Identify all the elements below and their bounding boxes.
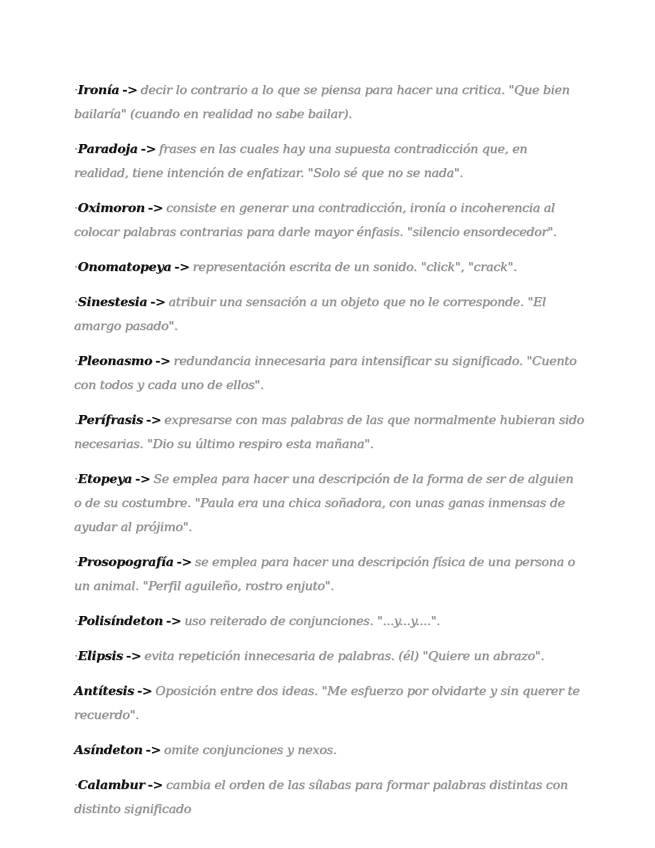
definition: consiste en generar una contradicción, ironía o incoherencia al colocar palabras contrarias para darle mayor énfasis. "silencio ensordecedor". xyxy=(74,200,557,239)
bullet: · xyxy=(74,613,78,628)
definition: uso reiterado de conjunciones. "...y...y....". xyxy=(184,613,441,628)
arrow: -> xyxy=(176,554,192,569)
term: Etopeya xyxy=(77,471,133,486)
arrow: -> xyxy=(135,471,151,486)
definition: cambia el orden de las sílabas para formar palabras distintas con distinto significado xyxy=(74,777,568,816)
arrow: -> xyxy=(166,613,182,628)
definition: se emplea para hacer una descripción física de una persona o un animal. "Perfil aguileño, rostro enjuto". xyxy=(74,554,575,593)
term: Antítesis xyxy=(74,683,135,698)
bullet: · xyxy=(74,777,78,792)
list-item xyxy=(74,78,584,126)
arrow: -> xyxy=(145,742,161,757)
bullet: · xyxy=(74,141,78,156)
bullet: · xyxy=(74,648,78,663)
bullet: · xyxy=(74,294,78,309)
list-item xyxy=(74,196,584,244)
definition: expresarse con mas palabras de las que normalmente hubieran sido necesarias. "Dio su último respiro esta mañana". xyxy=(74,412,584,451)
list-item xyxy=(74,644,584,668)
arrow: -> xyxy=(137,683,153,698)
arrow: -> xyxy=(147,777,163,792)
term: Perífrasis xyxy=(77,412,144,427)
term: Pleonasmo xyxy=(77,353,153,368)
list-item xyxy=(74,290,584,338)
arrow: -> xyxy=(150,294,166,309)
arrow: -> xyxy=(122,82,138,97)
list-item xyxy=(74,679,584,727)
arrow: -> xyxy=(140,141,156,156)
definition: redundancia innecesaria para intensificar su significado. "Cuento con todos y cada uno de ellos". xyxy=(74,353,577,392)
bullet: · xyxy=(74,82,78,97)
bullet: · xyxy=(74,471,78,486)
arrow: -> xyxy=(155,353,171,368)
list-item xyxy=(74,609,584,633)
list-item xyxy=(74,550,584,598)
definition: Oposición entre dos ideas. "Me esfuerzo por olvidarte y sin querer te recuerdo". xyxy=(74,683,580,722)
definition: decir lo contrario a lo que se piensa para hacer una critica. "Que bien bailaría" (cuando en realidad no sabe bailar). xyxy=(74,82,570,121)
bullet: · xyxy=(74,554,78,569)
term: Calambur xyxy=(77,777,145,792)
arrow: -> xyxy=(146,412,162,427)
definition: representación escrita de un sonido. "click", "crack". xyxy=(192,259,517,274)
term: Onomatopeya xyxy=(77,259,172,274)
definition: atribuir una sensación a un objeto que no le corresponde. "El amargo pasado". xyxy=(74,294,546,333)
list-item xyxy=(74,467,584,539)
term: Sinestesia xyxy=(77,294,148,309)
arrow: -> xyxy=(125,648,142,663)
list-item xyxy=(74,408,584,456)
bullet: . xyxy=(74,412,78,427)
term: Polisíndeton xyxy=(77,613,164,628)
definition: Se emplea para hacer una descripción de la forma de ser de alguien o de su costumbre. "Paula era una chica soñadora, con unas ganas inmensas de ayudar al prójimo". xyxy=(74,471,574,534)
list-item xyxy=(74,255,584,279)
list-item xyxy=(74,738,584,762)
bullet: · xyxy=(74,353,78,368)
definition: evita repetición innecesaria de palabras. (él) "Quiere un abrazo". xyxy=(144,648,545,663)
arrow: -> xyxy=(174,259,190,274)
figures-list xyxy=(74,78,584,832)
term: Asíndeton xyxy=(74,742,143,757)
term: Elipsis xyxy=(77,648,123,663)
term: Oximoron xyxy=(77,200,145,215)
definition: frases en las cuales hay una supuesta contradicción que, en realidad, tiene intención de enfatizar. "Solo sé que no se nada". xyxy=(74,141,528,180)
term: Paradoja xyxy=(77,141,138,156)
list-item xyxy=(74,137,584,185)
arrow: -> xyxy=(147,200,164,215)
list-item xyxy=(74,349,584,397)
term: Prosopografía xyxy=(77,554,174,569)
term: Ironía xyxy=(77,82,120,97)
definition: omite conjunciones y nexos. xyxy=(163,742,337,757)
bullet: · xyxy=(74,259,78,274)
bullet: · xyxy=(74,200,78,215)
list-item xyxy=(74,773,584,821)
